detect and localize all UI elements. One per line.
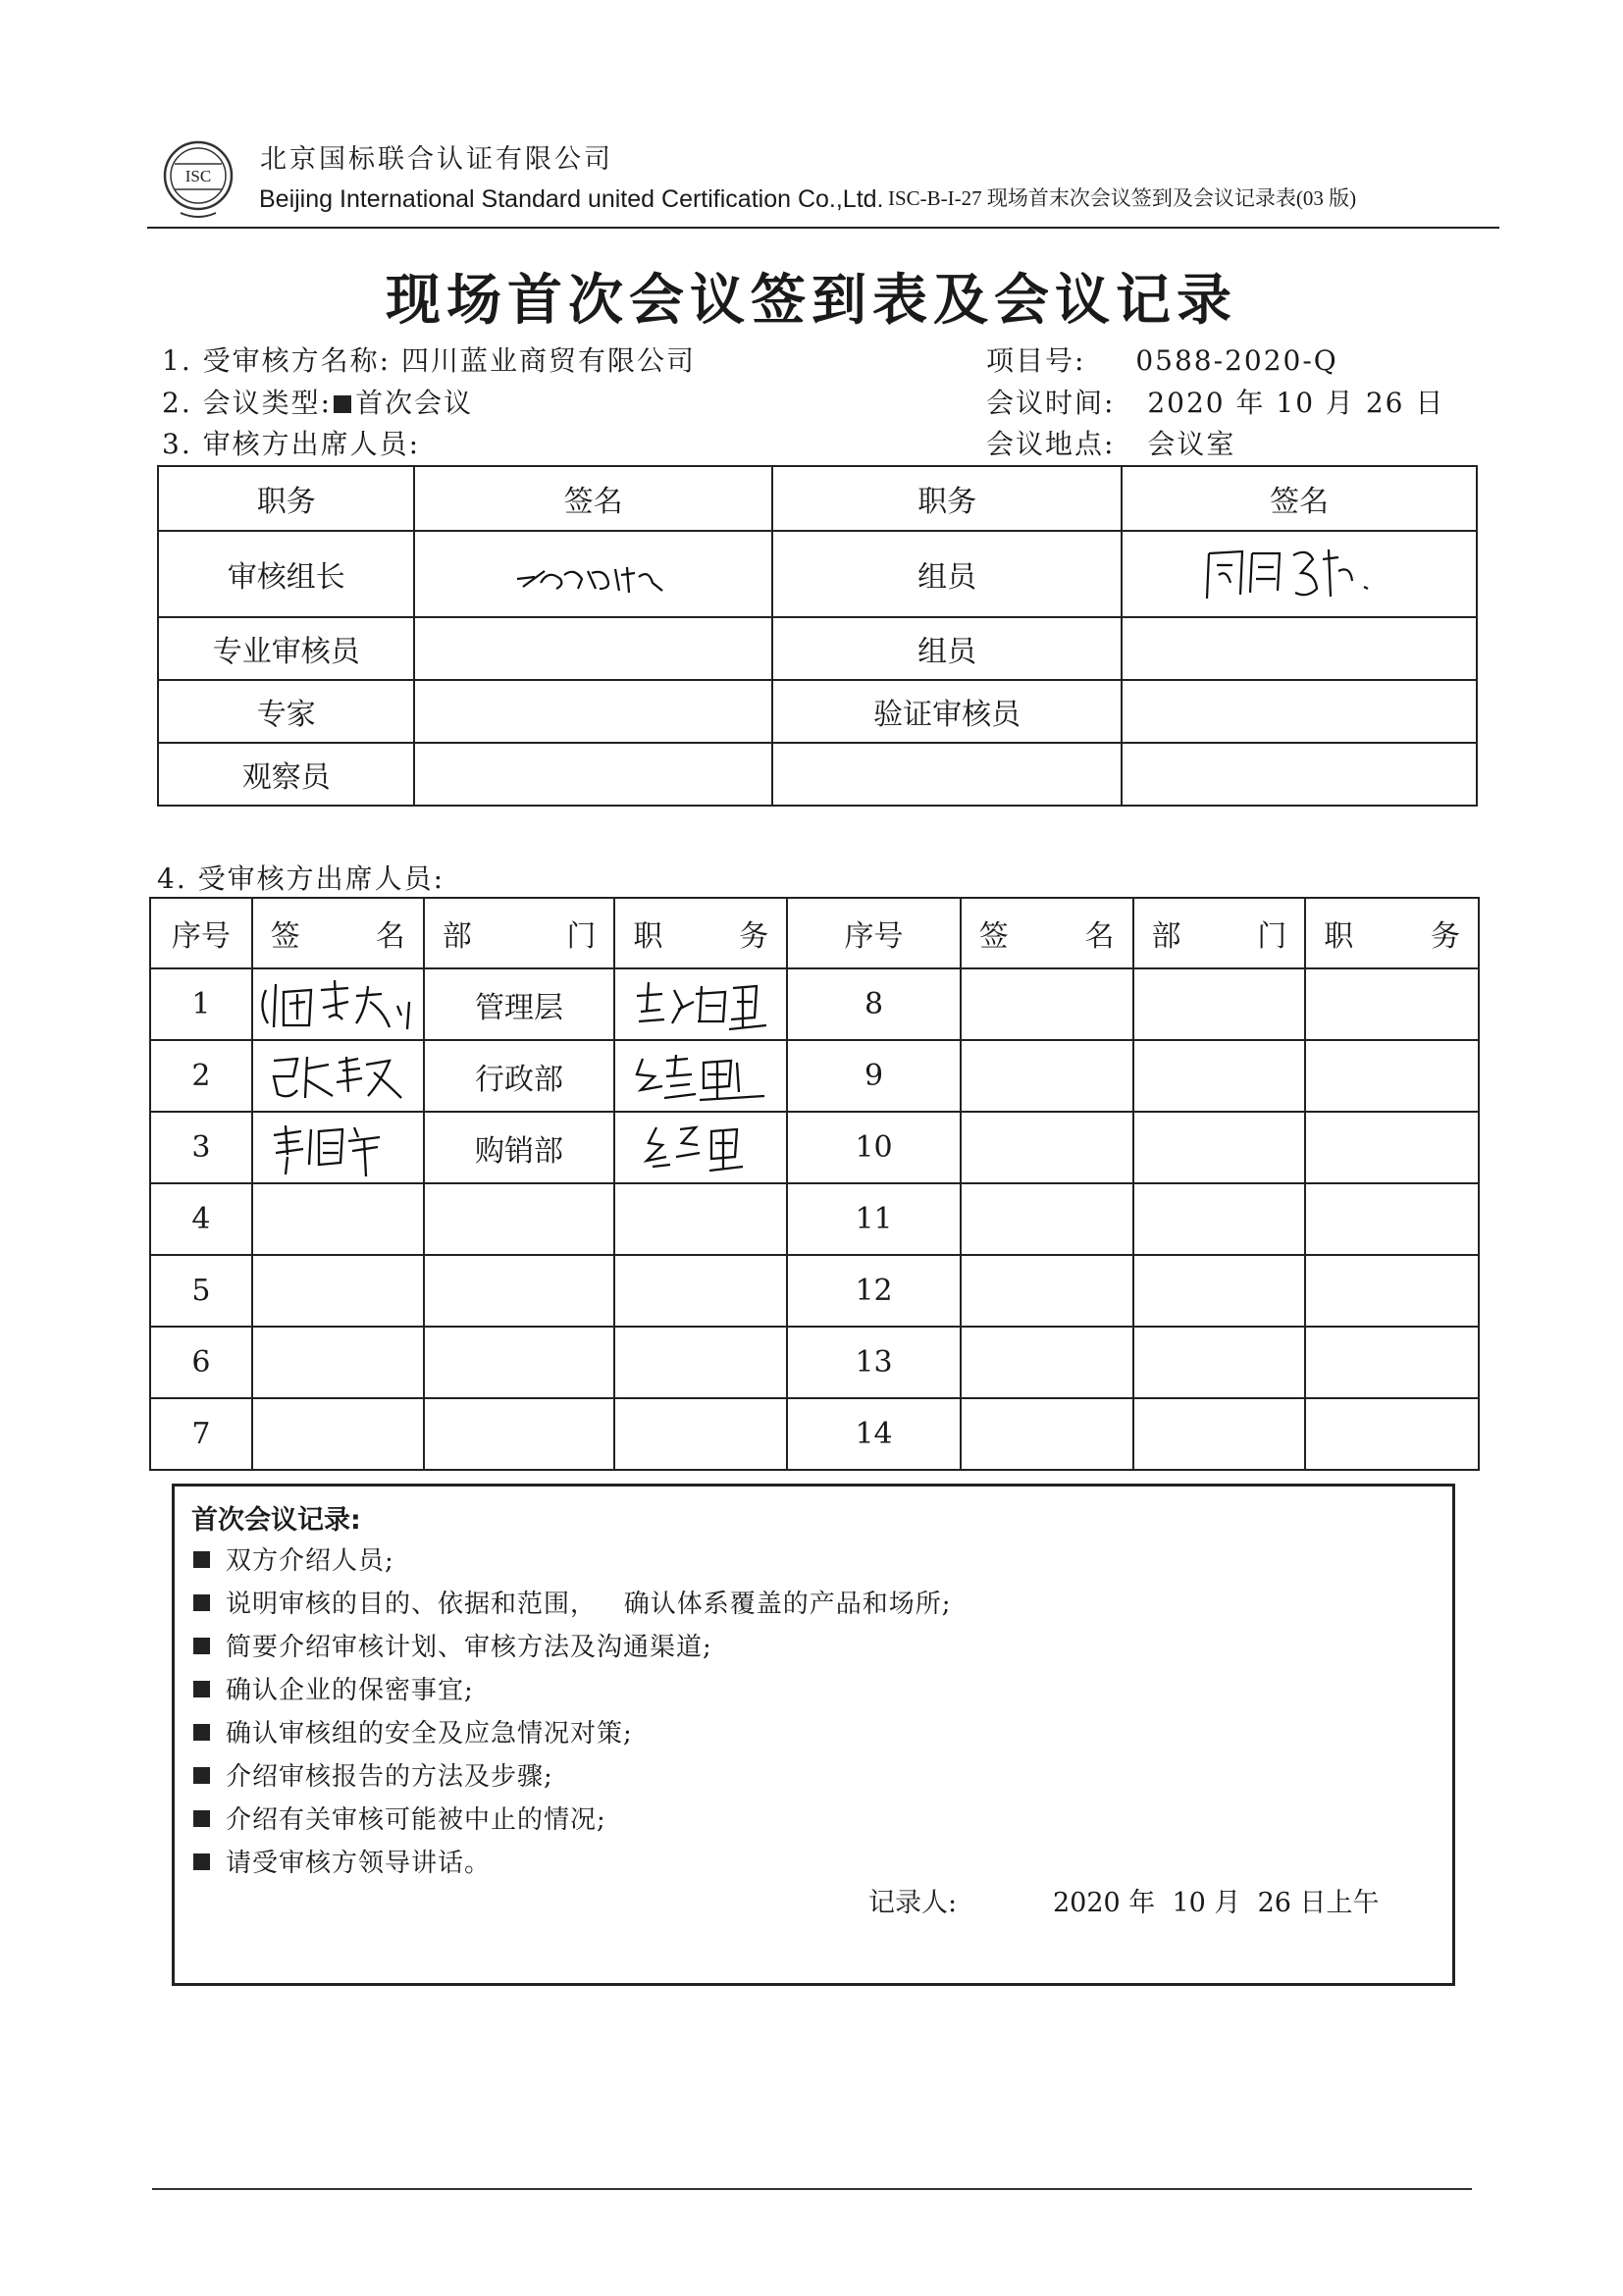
duty-cell[interactable] xyxy=(614,1183,787,1255)
signature-cell[interactable] xyxy=(414,743,772,806)
project-line xyxy=(986,339,1338,379)
signature-cell[interactable] xyxy=(1122,531,1477,617)
auditee-value: 四川蓝业商贸有限公司 xyxy=(400,344,696,377)
list-item: 简要介绍审核计划、审核方法及沟通渠道; xyxy=(193,1627,712,1663)
role-cell: 审核组长 xyxy=(158,531,414,617)
seq-cell: 11 xyxy=(787,1183,961,1255)
header-role-left: 职务 xyxy=(158,466,414,531)
time-value: 2020 年 10 月 26 日 xyxy=(1147,387,1445,419)
audit-team-row xyxy=(158,617,1477,680)
seq-cell: 13 xyxy=(787,1327,961,1398)
meeting-type-value: 首次会议 xyxy=(355,387,474,419)
duty-cell[interactable] xyxy=(614,1040,787,1112)
signature-cell[interactable] xyxy=(414,617,772,680)
meeting-type-label: 2. 会议类型: xyxy=(162,387,333,419)
record-title: 首次会议记录: xyxy=(191,1505,361,1536)
signature-cell[interactable] xyxy=(252,1327,424,1398)
duty-cell[interactable] xyxy=(614,968,787,1040)
signature-cell[interactable] xyxy=(252,1183,424,1255)
handwritten-signature xyxy=(254,972,421,1037)
header-dept: 部 门 xyxy=(424,898,615,968)
attendees-label: 3. 审核方出席人员: xyxy=(162,428,421,460)
header-seq: 序号 xyxy=(150,898,252,968)
checked-box-icon xyxy=(334,395,351,413)
handwritten-duty xyxy=(627,1116,774,1180)
svg-text:ISC: ISC xyxy=(184,167,212,185)
place-label: 会议地点: xyxy=(986,428,1116,460)
signature-cell[interactable] xyxy=(961,1112,1133,1183)
company-name-cn: 北京国标联合认证有限公司 xyxy=(260,144,613,175)
seq-cell: 10 xyxy=(787,1112,961,1183)
role-cell: 组员 xyxy=(772,617,1122,680)
form-code: ISC-B-I-27 现场首末次会议签到及会议记录表(03 版) xyxy=(888,186,1357,210)
list-item: 介绍有关审核可能被中止的情况; xyxy=(193,1800,606,1836)
duty-cell[interactable] xyxy=(614,1398,787,1470)
header-role-right: 职务 xyxy=(772,466,1122,531)
audit-team-header-row xyxy=(158,466,1477,531)
signature-cell[interactable] xyxy=(1122,617,1477,680)
list-item: 双方介绍人员; xyxy=(193,1540,394,1577)
signature-cell[interactable] xyxy=(1122,743,1477,806)
duty-cell[interactable] xyxy=(1305,968,1479,1040)
signature-cell[interactable] xyxy=(961,1255,1133,1327)
auditee-attendee-table xyxy=(149,897,1480,1471)
square-bullet-icon xyxy=(193,1594,210,1611)
duty-cell[interactable] xyxy=(1305,1040,1479,1112)
audit-team-row xyxy=(158,743,1477,806)
seq-cell: 1 xyxy=(150,968,252,1040)
duty-cell[interactable] xyxy=(1305,1255,1479,1327)
seq-cell: 3 xyxy=(150,1112,252,1183)
place-line xyxy=(986,423,1235,462)
dept-cell xyxy=(1133,1327,1306,1398)
auditee-label: 1. 受审核方名称: xyxy=(162,344,392,377)
duty-cell[interactable] xyxy=(1305,1183,1479,1255)
signature-cell[interactable] xyxy=(252,968,424,1040)
dept-cell xyxy=(1133,1255,1306,1327)
place-value: 会议室 xyxy=(1147,428,1236,460)
seq-cell: 7 xyxy=(150,1398,252,1470)
duty-cell[interactable] xyxy=(1305,1398,1479,1470)
signature-cell[interactable] xyxy=(252,1040,424,1112)
square-bullet-icon xyxy=(193,1853,210,1870)
seq-cell: 14 xyxy=(787,1398,961,1470)
header-sign: 签 名 xyxy=(961,898,1133,968)
header-seq: 序号 xyxy=(787,898,961,968)
square-bullet-icon xyxy=(193,1638,210,1654)
handwritten-signature xyxy=(264,1116,411,1180)
time-label: 会议时间: xyxy=(986,387,1116,419)
seq-cell: 6 xyxy=(150,1327,252,1398)
signature-cell[interactable] xyxy=(961,1327,1133,1398)
header-divider xyxy=(147,227,1499,229)
signature-cell[interactable] xyxy=(961,1183,1133,1255)
signature-cell[interactable] xyxy=(414,680,772,743)
list-item: 说明审核的目的、依据和范围， 确认体系覆盖的产品和场所; xyxy=(193,1584,952,1620)
header-dept: 部 门 xyxy=(1133,898,1306,968)
list-item: 请受审核方领导讲话。 xyxy=(193,1843,491,1879)
seq-cell: 4 xyxy=(150,1183,252,1255)
square-bullet-icon xyxy=(193,1810,210,1827)
signature-cell[interactable] xyxy=(961,968,1133,1040)
dept-cell xyxy=(1133,1040,1306,1112)
seq-cell: 12 xyxy=(787,1255,961,1327)
dept-cell xyxy=(424,1255,615,1327)
dept-cell xyxy=(424,1327,615,1398)
dept-cell xyxy=(1133,1398,1306,1470)
handwritten-signature xyxy=(505,549,682,599)
header-sign-right: 签名 xyxy=(1122,466,1477,531)
table-row xyxy=(150,1040,1479,1112)
square-bullet-icon xyxy=(193,1681,210,1697)
auditee-section-label: 4. 受审核方出席人员: xyxy=(157,862,445,895)
list-item: 确认审核组的安全及应急情况对策; xyxy=(193,1713,633,1749)
header-sign-left: 签名 xyxy=(414,466,772,531)
square-bullet-icon xyxy=(193,1551,210,1568)
table-row xyxy=(150,1183,1479,1255)
role-cell xyxy=(772,743,1122,806)
square-bullet-icon xyxy=(193,1767,210,1784)
auditee-line xyxy=(162,339,696,379)
time-line xyxy=(986,382,1444,421)
dept-cell xyxy=(1133,968,1306,1040)
table-row xyxy=(150,1327,1479,1398)
table-row xyxy=(150,968,1479,1040)
role-cell: 组员 xyxy=(772,531,1122,617)
signature-cell[interactable] xyxy=(961,1040,1133,1112)
audit-team-row xyxy=(158,531,1477,617)
signature-cell[interactable] xyxy=(252,1255,424,1327)
header-duty: 职 务 xyxy=(1305,898,1479,968)
dept-cell xyxy=(1133,1112,1306,1183)
isc-logo xyxy=(159,134,237,223)
dept-cell: 行政部 xyxy=(424,1040,615,1112)
audit-team-table xyxy=(157,465,1478,807)
seq-cell: 5 xyxy=(150,1255,252,1327)
handwritten-signature xyxy=(264,1047,411,1106)
footer-divider xyxy=(152,2188,1472,2190)
recorder-label: 记录人: xyxy=(868,1888,958,1918)
signature-cell[interactable] xyxy=(252,1112,424,1183)
table-row xyxy=(150,1255,1479,1327)
duty-cell[interactable] xyxy=(614,1327,787,1398)
seq-cell: 9 xyxy=(787,1040,961,1112)
seq-cell: 8 xyxy=(787,968,961,1040)
seq-cell: 2 xyxy=(150,1040,252,1112)
handwritten-signature xyxy=(1191,540,1407,608)
duty-cell[interactable] xyxy=(1305,1112,1479,1183)
dept-cell xyxy=(424,1398,615,1470)
project-value: 0588-2020-Q xyxy=(1135,344,1338,377)
duty-cell[interactable] xyxy=(1305,1327,1479,1398)
auditee-header-row xyxy=(150,898,1479,968)
header-duty: 职 务 xyxy=(614,898,787,968)
square-bullet-icon xyxy=(193,1724,210,1741)
dept-cell xyxy=(1133,1183,1306,1255)
signature-cell[interactable] xyxy=(414,531,772,617)
dept-cell: 管理层 xyxy=(424,968,615,1040)
signature-cell[interactable] xyxy=(1122,680,1477,743)
dept-cell: 购销部 xyxy=(424,1112,615,1183)
meeting-type-line xyxy=(162,382,473,421)
handwritten-duty xyxy=(627,1047,774,1106)
list-item: 确认企业的保密事宜; xyxy=(193,1670,474,1706)
dept-cell xyxy=(424,1183,615,1255)
project-label: 项目号: xyxy=(986,344,1086,377)
table-row xyxy=(150,1112,1479,1183)
audit-team-row xyxy=(158,680,1477,743)
role-cell: 观察员 xyxy=(158,743,414,806)
duty-cell[interactable] xyxy=(614,1112,787,1183)
record-date: 2020 年 10 月 26 日上午 xyxy=(1053,1888,1380,1918)
duty-cell[interactable] xyxy=(614,1255,787,1327)
signature-cell[interactable] xyxy=(252,1398,424,1470)
company-name-en: Beijing International Standard united Certification Co.,Ltd. xyxy=(259,185,884,213)
role-cell: 专业审核员 xyxy=(158,617,414,680)
header-sign: 签 名 xyxy=(252,898,424,968)
role-cell: 验证审核员 xyxy=(772,680,1122,743)
signature-cell[interactable] xyxy=(961,1398,1133,1470)
list-item: 介绍审核报告的方法及步骤; xyxy=(193,1756,553,1793)
handwritten-duty xyxy=(627,972,774,1037)
table-row xyxy=(150,1398,1479,1470)
role-cell: 专家 xyxy=(158,680,414,743)
page-title: 现场首次会议签到表及会议记录 xyxy=(386,269,1237,333)
